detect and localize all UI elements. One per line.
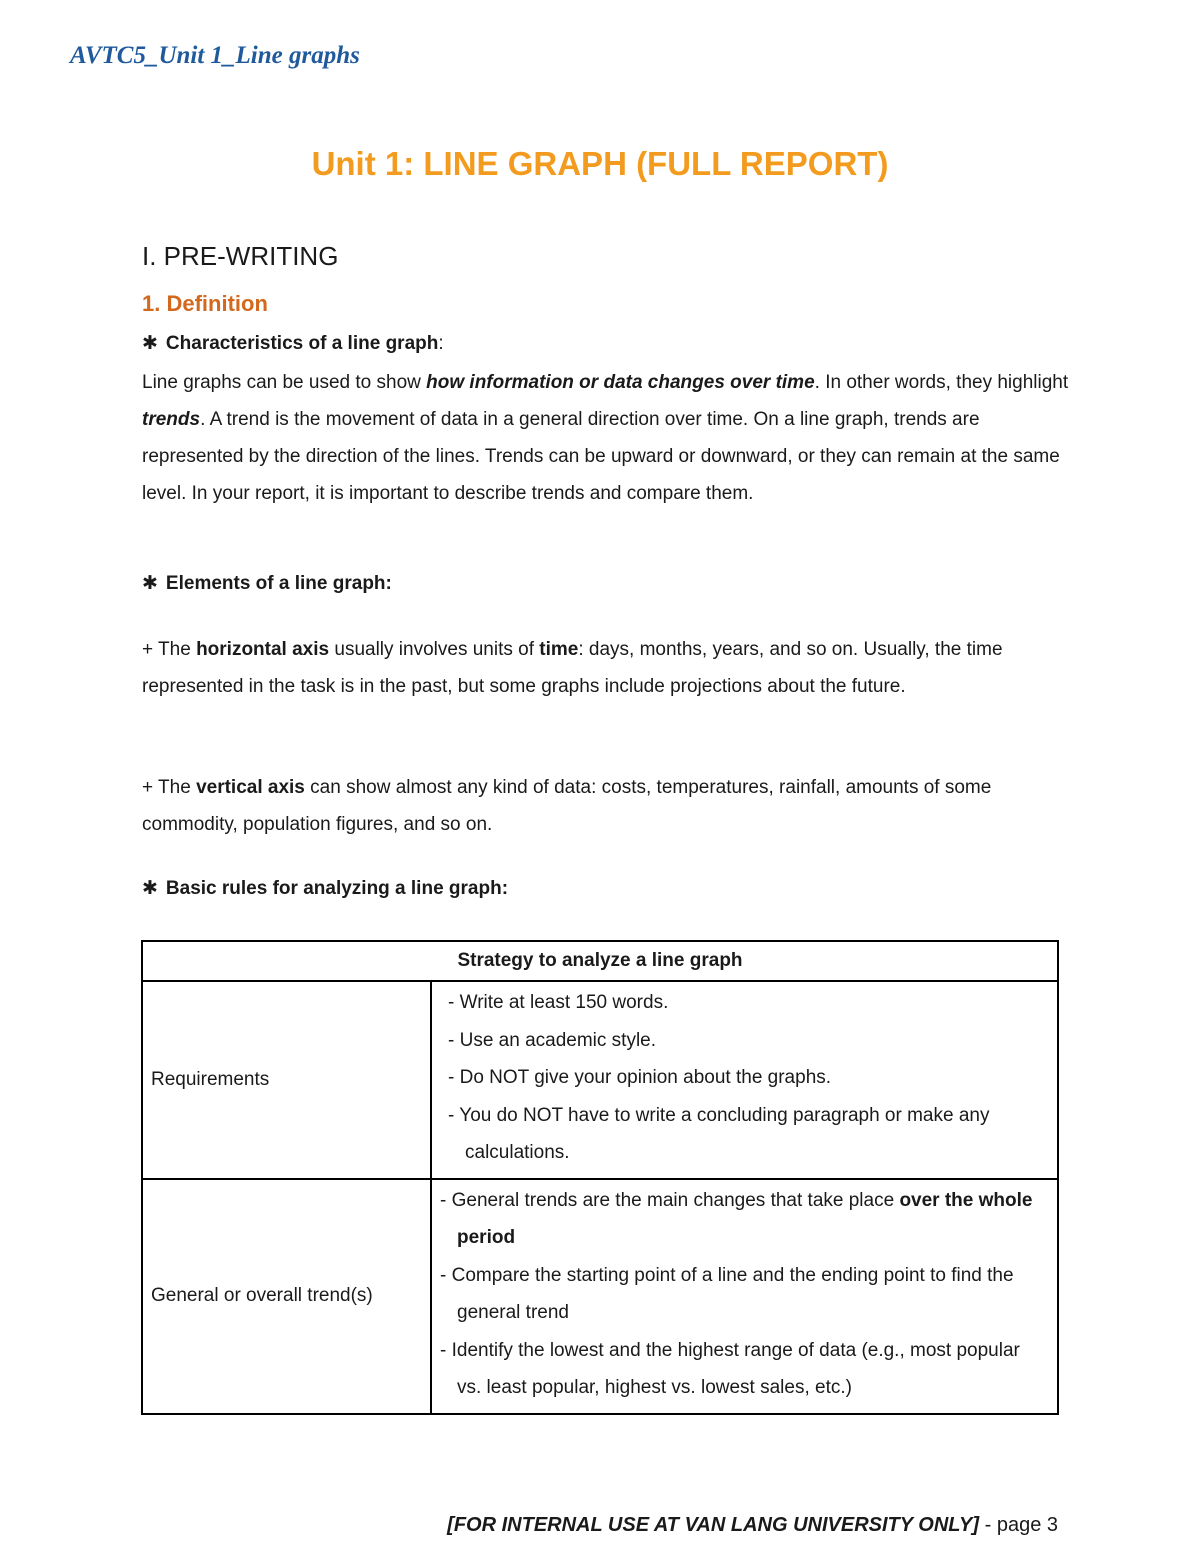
requirements-list <box>431 981 1058 1179</box>
list-item: - General trends are the main changes that take place over the whole period <box>440 1189 1033 1248</box>
page-title: Unit 1: LINE GRAPH (FULL REPORT) <box>311 145 889 182</box>
general-trends-label: General or overall trend(s) <box>142 1179 431 1414</box>
strategy-table <box>141 940 1059 1415</box>
list-item: - Do NOT give your opinion about the graphs. <box>448 1067 832 1088</box>
list-item: - Use an academic style. <box>448 1029 657 1051</box>
general-trends-list <box>431 1179 1058 1414</box>
star-bullet-icon: ✱ <box>142 878 158 899</box>
list-item: - Compare the starting point of a line and the ending point to find the general trend <box>440 1264 1014 1323</box>
list-item: - Write at least 150 words. <box>448 992 669 1013</box>
star-bullet-icon: ✱ <box>142 573 158 594</box>
characteristics-paragraph: Line graphs can be used to show how information or data changes over time. In other words, they highlight trends. A trend is the movement of data in a general direction over time. On a line graph, trends are represented by the direction of the lines. Trends can be upward or downward, or they can remain at the same level. In your report, it is important to describe trends and compare them. <box>142 372 1069 504</box>
elements-heading: ✱ Elements of a line graph: <box>142 573 392 594</box>
page-footer: [FOR INTERNAL USE AT VAN LANG UNIVERSITY ONLY] - page 3 <box>447 1514 1058 1536</box>
list-item: - You do NOT have to write a concluding paragraph or make any calculations. <box>448 1104 990 1163</box>
vertical-axis-paragraph: + The vertical axis can show almost any kind of data: costs, temperatures, rainfall, amounts of some commodity, population figures, and so on. <box>142 777 992 835</box>
star-bullet-icon: ✱ <box>142 333 158 354</box>
horizontal-axis-paragraph: + The horizontal axis usually involves units of time: days, months, years, and so on. Usually, the time represented in the task is in the past, but some graphs include projections about the future. <box>142 639 1003 697</box>
characteristics-heading: ✱ Characteristics of a line graph: <box>142 333 444 354</box>
strategy-table-header: Strategy to analyze a line graph <box>142 941 1058 981</box>
list-item: - Identify the lowest and the highest range of data (e.g., most popular vs. least popular, highest vs. lowest sales, etc.) <box>440 1339 1020 1398</box>
section-heading: I. PRE-WRITING <box>142 241 339 271</box>
subsection-heading: 1. Definition <box>142 291 268 316</box>
rules-heading: ✱ Basic rules for analyzing a line graph: <box>142 878 509 899</box>
requirements-label: Requirements <box>142 981 431 1179</box>
document-header: AVTC5_Unit 1_Line graphs <box>70 42 360 69</box>
